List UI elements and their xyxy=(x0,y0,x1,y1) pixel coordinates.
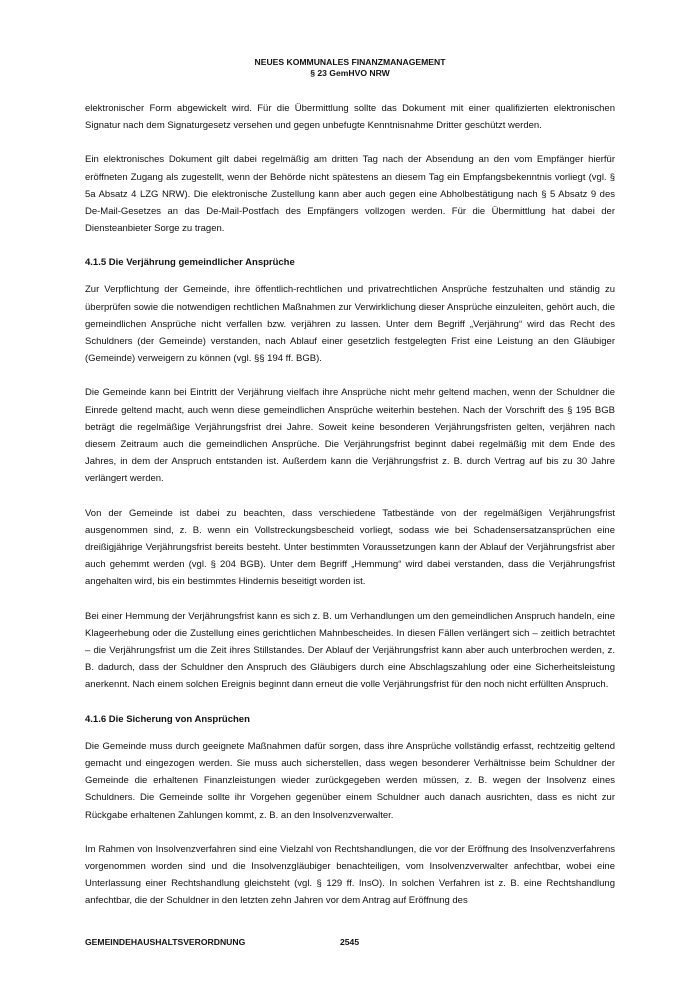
header-title: NEUES KOMMUNALES FINANZMANAGEMENT xyxy=(254,57,446,67)
paragraph: Zur Verpflichtung der Gemeinde, ihre öffentlich-rechtlichen und privatrechtlichen Ansprüche festzuhalten und ständig zu überprüfen sowie die notwendigen rechtlichen Maßnahmen zur Verwirklichung dieser Ansprüche einzuleiten, gehört auch, die gemeindlichen Ansprüche nicht verfallen bzw. verjähren zu lassen. Unter dem Begriff „Verjährung“ wird das Recht des Schuldners (der Gemeinde) verstanden, nach Ablauf einer gesetzlich festgelegten Frist eine Leistung an den Gläubiger (Gemeinde) verweigern zu können (vgl. §§ 194 ff. BGB). xyxy=(85,284,615,365)
paragraph: Die Gemeinde kann bei Eintritt der Verjährung vielfach ihre Ansprüche nicht mehr geltend machen, wenn der Schuldner die Einrede geltend macht, auch wenn diese gemeindlichen Ansprüche weiterhin bestehen. Nach der Vorschrift des § 195 BGB beträgt die regelmäßige Verjährungsfrist drei Jahre. Soweit keine besonderen Verjährungsfristen gelten, verjähren nach diesem Zeitraum auch die gemeindlichen Ansprüche. Die Verjährungsfrist beginnt dabei regelmäßig mit dem Ende des Jahres, in dem der Anspruch entstanden ist. Außerdem kann die Verjährungsfrist z. B. durch Vertrag auf bis zu 30 Jahre verlängert werden. xyxy=(85,387,615,485)
paragraph: Die Gemeinde muss durch geeignete Maßnahmen dafür sorgen, dass ihre Ansprüche vollständig erfasst, rechtzeitig geltend gemacht und eingezogen werden. Sie muss auch sicherstellen, dass wegen besonderer Verhältnisse beim Schuldner der Gemeinde die erhaltenen Finanzleistungen wieder zurückgegeben werden müssen, z. B. wegen der Insolvenz eines Schuldners. Die Gemeinde sollte ihr Vorgehen gegenüber einem Schuldner auch danach ausrichten, dass es nicht zur Rückgabe erhaltenen Zahlungen kommt, z. B. an den Insolvenzverwalter. xyxy=(85,740,615,821)
paragraph: Im Rahmen von Insolvenzverfahren sind eine Vielzahl von Rechtshandlungen, die vor der Eröffnung des Insolvenzverfahrens vorgenommen worden sind und die Insolvenzgläubiger benachteiligen, vom Insolvenzverwalter anfechtbar, wobei eine Unterlassung einer Rechtshandlung gleichsteht (vgl. § 129 ff. InsO). In solchen Verfahren ist z. B. eine Rechtshandlung anfechtbar, die der Schuldner in den letzten zehn Jahren vor dem Antrag auf Eröffnung des xyxy=(85,843,615,907)
paragraph: Ein elektronisches Dokument gilt dabei regelmäßig am dritten Tag nach der Absendung an den vom Empfänger hierfür eröffneten Zugang als zugestellt, wenn der Behörde nicht spätestens an diesem Tag ein Empfangsbekenntnis vorliegt (vgl. § 5a Absatz 4 LZG NRW). Die elektronische Zustellung kann aber auch gegen eine Abholbestätigung nach § 5 Absatz 9 des De-Mail-Gesetzes an das De-Mail-Postfach des Empfängers vollzogen werden. Für die Übermittlung hat dabei der Diensteanbieter Sorge zu tragen. xyxy=(85,154,615,235)
section-heading: 4.1.5 Die Verjährung gemeindlicher Ansprüche xyxy=(85,257,295,269)
paragraph: Bei einer Hemmung der Verjährungsfrist kann es sich z. B. um Verhandlungen um den gemeindlichen Anspruch handeln, eine Klageerhebung oder die Zustellung eines gerichtlichen Mahnbescheides. In diesen Fällen verlängert sich – zeitlich betrachtet – die Verjährungsfrist um die Zeit ihres Stillstandes. Der Ablauf der Verjährungsfrist kann aber auch unterbrochen werden, z. B. dadurch, dass der Schuldner den Anspruch des Gläubigers durch eine Abschlagszahlung oder eine Sicherheitsleistung anerkennt. Nach einem solchen Ereignis beginnt dann erneut die volle Verjährungsfrist für den noch nicht erfüllten Anspruch. xyxy=(85,610,615,691)
section-heading: 4.1.6 Die Sicherung von Ansprüchen xyxy=(85,713,250,725)
header-subtitle: § 23 GemHVO NRW xyxy=(310,68,390,78)
paragraph: elektronischer Form abgewickelt wird. Für die Übermittlung sollte das Dokument mit einer qualifizierten elektronischen Signatur nach dem Signaturgesetz versehen und gegen unbefugte Kenntnisnahme Dritter geschützt werden. xyxy=(85,103,615,132)
page-number: 2545 xyxy=(340,937,360,947)
paragraph: Von der Gemeinde ist dabei zu beachten, dass verschiedene Tatbestände von der regelmäßigen Verjährungsfrist ausgenommen sind, z. B. wenn ein Vollstreckungsbescheid vorliegt, sodass wie bei Schadensersatzansprüchen eine dreißigjährige Verjährungsfrist bereits besteht. Unter bestimmten Voraussetzungen kann der Ablauf der Verjährungsfrist aber auch gehemmt werden (vgl. § 204 BGB). Unter dem Begriff „Hemmung“ wird dabei verstanden, dass die Verjährungsfrist angehalten wird, bis ein bestimmtes Hindernis beseitigt worden ist. xyxy=(85,507,615,588)
document-body xyxy=(85,100,615,927)
footer-title: GEMEINDEHAUSHALTSVERORDNUNG xyxy=(85,937,246,947)
page-header xyxy=(0,57,700,79)
